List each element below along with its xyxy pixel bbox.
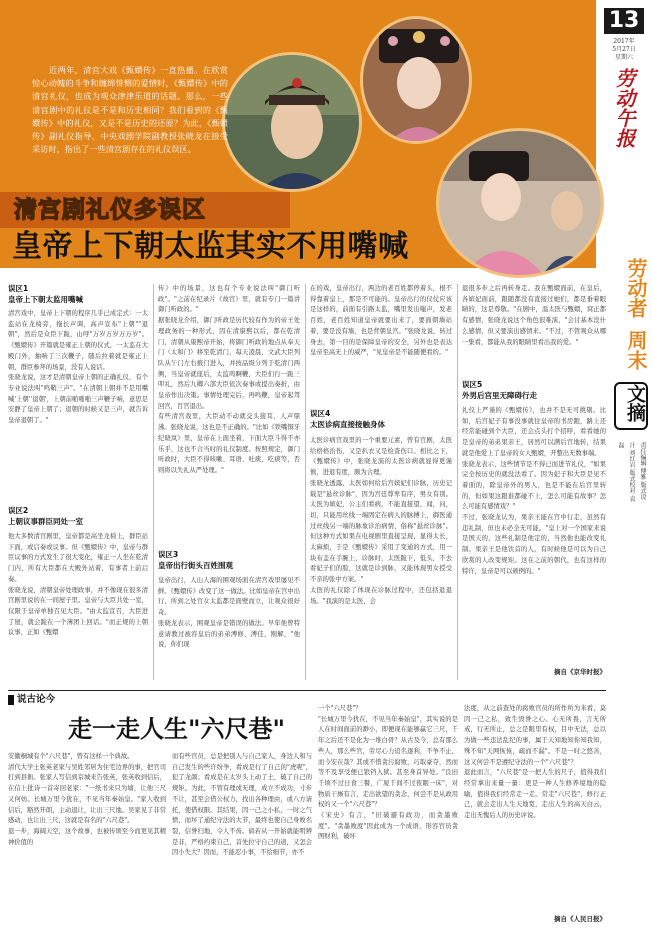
bottom-headline: 走一走人生"六尺巷": [68, 715, 286, 743]
article-col1-part2: 他大多数清宫剧里，皇帝都是高坐龙椅上，群臣站下面，或启奏或议事。但《甄嬛传》中，皇帝与群臣议事的方式发生了很大变化，雍正一人坐在乾清门内，所有大臣都在大殿外站着，有事者上前启奏。 张晓龙说，清朝皇帝处理政事，并不像现在很多清宫剧里说的在一间屋子里。皇帝与大臣共处一室，仅限于皇帝单独召见大臣。"由太监宣召，大臣进了屋，就会跪在一个薄团上回话。"而正规的上朝议事，正如《甄嬛: [8, 533, 148, 637]
article-col3-part1: 在的戏，皇帝出行，两边的老百姓都停着头，根不得靠着皇上，那是不可能的。皇帝出行的仪仗应该是这样的，前面有引路太监，嘴里发出嗤声，发老百姓，老百姓知道皇帝就要出来了，要面朝墙站着，要是没有墙，也是背朝皇宫。"张晓龙说，转过身去，第一目的是保障皇帝的安全，另外也是表达皇帝至高无上的威严，"见皇帝是不能随便看的。": [310, 285, 452, 357]
section-2-label: 误区2: [8, 506, 29, 515]
section-5-title: 外男后宫里无障碍行走: [462, 391, 537, 400]
bottom-col3: 一个"六尺巷"？ "长城万里今犹在，不见当年秦始皇"，其实说的是人在时间面前的渺小，即便现在能够赢它三尺，千年之后还不是化为一堆白骨？从古及今，总有那么些人，那么些官，劳尽心力追名逐利，不争不止，而今安在哉？其或不惜贪污腐败，巧取豪夺，然而等不及享受便已锒铛入狱。甚至身首异处。"良田千顷不过日食三餐，广厦千间不过夜眠一床"，对物质干厮有言，走出欲望的贪念，何尝不是从政用权的又一个"六尺巷"？ 《宋史》有言，"旧破避有政功，而贪墨败度"。"贪墨败度"因此成为一个成语，形容官员贪图财利，破坏: [318, 705, 458, 841]
photo-actress-portrait: [360, 16, 472, 144]
kicker-headline-text: 清宫剧礼仪多误区: [14, 197, 206, 223]
section-3-title: 皇帝出行街头百姓围观: [158, 561, 233, 570]
credit-proofreader: 版式校对 袁磊: [617, 442, 635, 502]
section-5-label: 误区5: [462, 380, 483, 389]
bottom-divider: [8, 690, 606, 691]
article-col4-part2: 礼仪上严谨的《甄嬛传》，也并不是无可挑剔。比如，后宫妃子有事没事就往皇帝的书房跑，路上还经常能碰到个大臣，还会点头打个招呼，看看她的是皇帝的弟弟果亲王，居然可以满后宫地转，结果就是他爱上了皇帝的女人甄嬛，开整出无数事端。 张晓龙表示，这些情节是不得已而进节礼仪，"如果完全按历史的就没法看了。因为妃子和大臣是见不着面的，除皇帝外的男人，也是不能在后宫里转的，但如果这跟谁都碰不上，怎么可能有故事？怎么可能有感情戏？" 不过，张晓龙认为，果亲王能在宫中行走，虽然有违礼制，但也未必全无可能。"皇上对一个国家来说是国天的，这些礼制是他定的，当然他也能改变礼制。果亲王是他饮首的人，有时候他是可以为自己欣赏的人改变规矩。这在之前的朝代，也有这样的特许，皇帝是可以颁例的。": [462, 407, 606, 575]
photo-couple-scene: [436, 128, 604, 278]
column-divider: [305, 284, 306, 680]
section-1-label: 误区1: [8, 284, 29, 293]
section-4-title: 太医诊病直接接触身体: [310, 420, 385, 429]
credits: [612, 442, 648, 502]
section-label-line3: 文摘: [624, 384, 646, 422]
section-label-line2: 周末: [624, 330, 648, 370]
photo-actor-portrait: [222, 52, 362, 192]
article-col3-part2: 太医诊病宫戏里的一个重要元素，曾有宫剧，太医给格格治伤，又是扒衣又是检查伤口。相比之下，《甄嬛传》中，张晓龙演的太医诊病就显得更谨慎，进退有度，颇为合理。 张晓龙透露，太医如何给后宫嫔妃们诊脉，历史记载是"悬丝诊脉"，因为宫廷尊卑有序，男女有别。太医为嫔妃，公主们看病，不能直接望，闻，问，切，只能用丝线一端固定在病人的脉搏上，御医通过丝线另一端的脉象诊治病情，俗称"悬丝诊脉"。但这种方式如果在电视剧里直接呈现，显得太长，太麻烦，于是《甄嬛传》采用了变通的方式，用一块布盖在手腕上，诊脉时，太医跪下，低头，不去看妃子们的脸，这就是诊到脉，又能体现男女授受不亲的张中方案。" 太医的礼仪除了体现在诊脉过程中，还包括退退场。"我演的是太医，会: [310, 437, 452, 605]
issue-year: 2017年: [613, 38, 635, 45]
column-divider: [457, 284, 458, 680]
credit-editor: 责任编辑 傅雅: [639, 442, 646, 480]
column-label: 说古论今: [17, 694, 56, 705]
section-3-label: 误区3: [158, 550, 179, 559]
main-headline: 皇帝上下朝太监其实不用嘴喊: [12, 229, 409, 264]
bottom-source: 摘自《人民日报》: [554, 915, 606, 923]
issue-weekday: 星期六: [614, 54, 633, 61]
article-col2-part2: 皇帝出行，人山人海的围观场面在清宫戏里屡见不鲜。《甄嬛传》改变了这一做法。比如皇帝在宫中出行，所到之处宫女太监都是面壁而立，让观众很好奇。 张晓龙表示，围观皇帝是错误的做法。早年他曾特意请教过被容皇后的弟弟溥修，溥佳，刚解，"他说，你们现: [158, 577, 300, 649]
article-source: 摘自《京华时报》: [554, 668, 606, 676]
paper-name-logo: 劳动午报: [612, 68, 636, 148]
bottom-col2: 而有些官员，总是把别人与自己家人，身边人和与自己发生的些许纷争，看成是行了自己的"虎呢"，犯了龙颜；看成是在太岁头上动了土，破了自己的规矩。为此，不管有理或无理，成立不成功，寸步不让，甚至会借公权力，找出各种理由，或八方请托，使借权限。其结果，因一己之小私，一时之气愤，而坏了通纪守法的大节，最终也使自己身败名裂，信誉扫地，令人不齿。倘若从一开始就能明辨是非，严格约束自己，首先拉守自己的道，又怎会因小失大？因而，不能忍小事，不给细节，亦不: [172, 753, 312, 857]
actor-portrait-illustration: [225, 55, 362, 192]
credit-designer: 版式设计 刘红岩: [628, 442, 646, 500]
issue-date: 5月27日: [612, 46, 636, 53]
article-col4-part1: 退很多步之后再转身走。我在甄嬛面前，在皇后，各嫔妃面前，跟随都没有直接过她们，都是垂着眼睛的，这是尊敬。"在剧中，温太医与甄嬛，窝正都有感情，张晓龙说这个角色很难演，"会讨基本没什么感情，但又要演出感情来。"不过，不管观众从哪一集看，都能从我的眼睛里看出我的爱。": [462, 285, 606, 346]
section-4-label: 误区4: [310, 409, 331, 418]
article-col1-part1: 清宫戏中，皇帝上下朝的程序几乎已成定式：一太监站在龙椅旁，拖长声调，高声宣布"上朝""退朝"，然后是众臣下跪，山呼"万岁万岁万万岁"。《甄嬛传》开篇就是雍正上朝的仪式，一太监在大殿门外，抽响了三次鞭子，随后拉着就是雍正上朝，群臣参拜的场景，没有人说话。 张晓龙说，这才是清朝皇帝上朝的正确礼仪，有个专业说法叫"鸣鞘三声"。"在清朝上朝并不是用嘴喊'上朝''退朝'，上朝前啪啪啪三声鞭子响，意思是安静了皇帝上朝了；退朝的时候又是三声，就告诉皇帝退朝了。": [8, 310, 148, 425]
section-label-line1: 劳动者: [624, 258, 648, 318]
section-1-title: 皇帝上下朝太监用嘴喊: [8, 295, 83, 304]
section-2-title: 上朝议事群臣同处一室: [8, 517, 83, 526]
article-col2-part1: 传》中的场景，这也有个专业说法叫"御门听政"。"之前在纪录片《故宫》里，就有专门一篇讲御门听政的。" 据张晓龙介绍，御门听政是历代较有作为的帝王处理政务的一种形式，因在清康熙以后，都在乾清门，清朝从康熙帝开始，将御门听政的地点从奉天门（太和门）移至乾清门，每天凌晨，文武大臣列队从午门左右掖门进入，并按品级分列于乾清门两侧，当皇帝就座后，太监鸣啊鞭，大臣们行一跪三叩礼，然后九卿六部大臣依次奏事或提出奏折，由皇帝作出决策。事情处理完后，再鸣鞭，皇帝起驾回宫，百官退出。 有些清宫戏里，大臣动不动就交头接耳，人声鼎沸。张晓龙说，这也是不正确的。"比如《铁嘴铜牙纪晓岚》里，皇帝在上面坐着，下面大臣斗得不亦乐乎，这也不合当时的礼仪制度。按照规定，御门听政时，大臣不得咳嗽、耳语、吐痰、吃痰等，否则将以失礼从严处理。": [158, 285, 300, 474]
column-divider: [153, 284, 154, 680]
page-number: 13: [604, 8, 644, 34]
column-label-marker: [8, 695, 14, 705]
bottom-col4: 法度，从之前查处的腐败官员的所作所为来看，莫因一己之私，致生毁誉之心。心无所畏，言无所戒，行无所止，总之是眼里有权，目中无法，总以为做一些违法乱纪的事，属于天知地知你知我知，殊不知"天网恢恢，疏而不漏"。不是一时之悠善，这又何尝不是遵纪守法的一个"六尺巷"？ 退此而言，"六尺巷"是一把人生的尺子，值得我们经常拿出来量一量：更是一种人生修养境地的隐喻，值得我们经常走一走。常走"六尺巷"，修行正己，就会走出人生天地宽，走出人生的高天白云，走出无愧后人的历史评说。: [464, 705, 606, 820]
intro-text: 近两年，清宫大戏《甄嬛传》一直热播。在欣赏惊心动魄的斗争和缠绵悱恻的爱情时，《甄嬛传》中的清宫礼仪，也成为观众津津乐道的话题。那么，一些清宫剧中的礼仪是不是和历史相同？我们看到的《甄嬛传》中的礼仪，又是不是历史的还原？为此，《甄嬛传》副礼仪指导、中央戏剧学院副教授张晓龙在接受采访时，指出了一些清宫剧存在的礼仪误区。: [32, 65, 228, 155]
couple-scene-illustration: [439, 131, 604, 278]
bottom-col1: 安徽桐城有个"六尺巷"，曾有这样一个典故。 清代大学士张英老家与吴姓邻居为住宅边界的事，把官司打到县衙。张家人写信到京城来告张英，张英收到信后，在信上批诗一首寄回老家："一纸书来只为墙，让他三尺又何妨。长城万里今犹在，不见当年秦始皇。"家人收到信后，豁然开朗，主动退让，让出三尺地。吴家见了非常感动，也让出三尺，这就是有名的"六尺巷"。 退一步，海阔天空，这个故事，也被传颂至今而更见其精神价值的: [8, 753, 166, 846]
